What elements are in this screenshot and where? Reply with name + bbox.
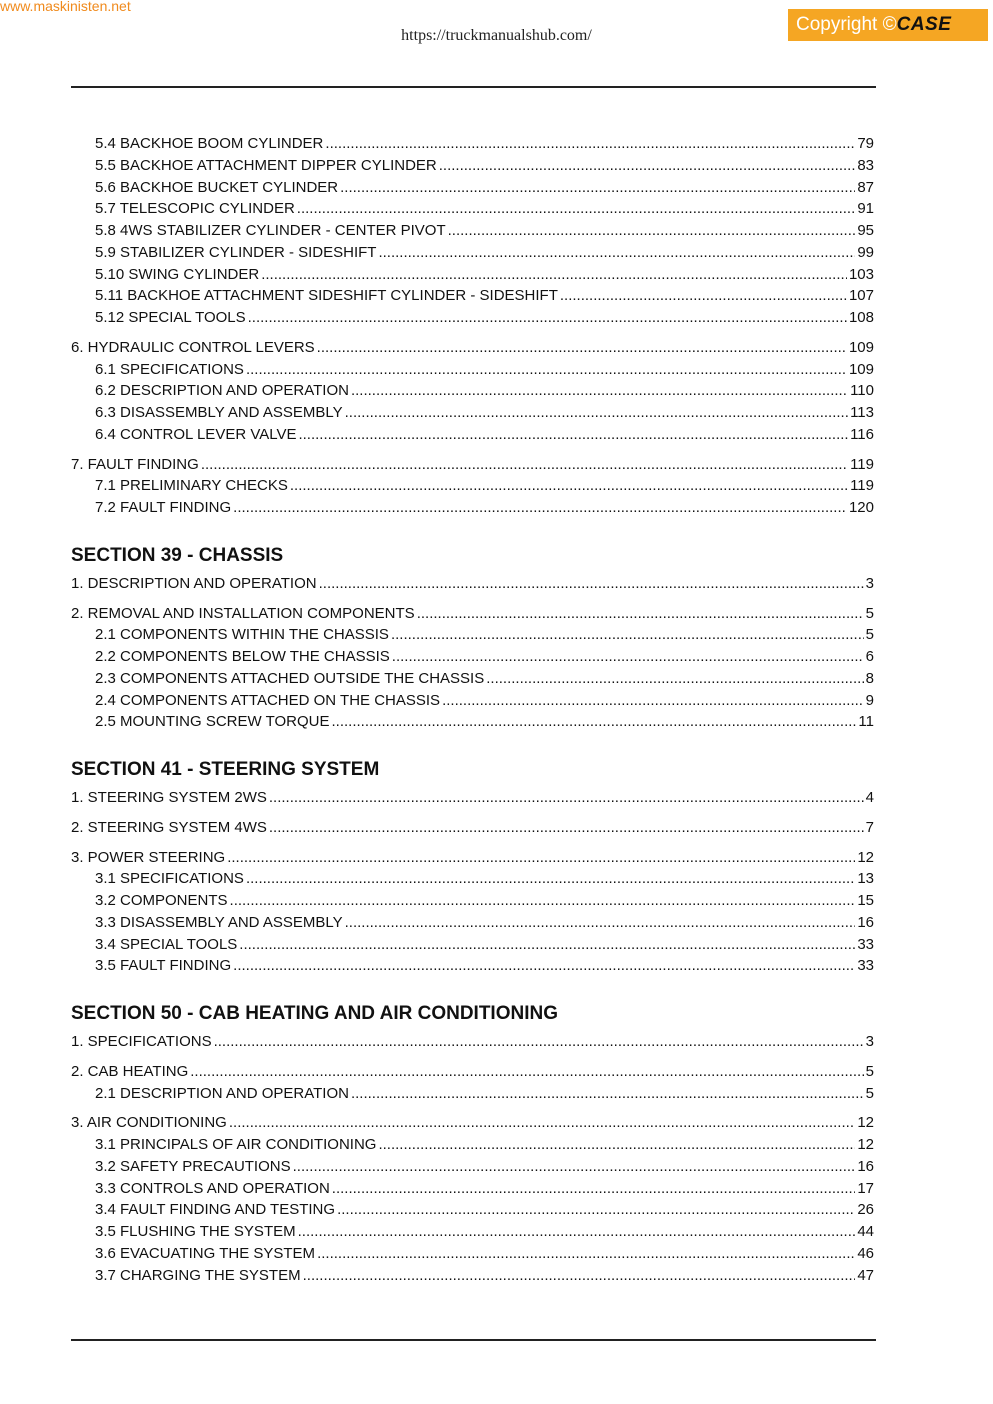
toc-entry-label: 3.7 CHARGING THE SYSTEM	[95, 1266, 301, 1284]
toc-page-number: 119	[850, 455, 874, 473]
toc-page-number: 11	[858, 713, 874, 731]
toc-entry[interactable]	[71, 1221, 874, 1243]
toc-entry-label: 6.2 DESCRIPTION AND OPERATION	[95, 382, 349, 400]
toc-entry-label: 3.4 SPECIAL TOOLS	[95, 935, 238, 953]
section-heading: SECTION 50 - CAB HEATING AND AIR CONDITIONING	[71, 1003, 558, 1024]
dot-leader	[233, 955, 855, 977]
dot-leader	[439, 155, 856, 177]
toc-entry-label: 5.7 TELESCOPIC CYLINDER	[95, 200, 295, 218]
dot-leader	[378, 1134, 855, 1156]
toc-entry[interactable]	[71, 868, 874, 890]
dot-leader	[317, 1243, 855, 1265]
toc-entry-label: 3.1 PRINCIPALS OF AIR CONDITIONING	[95, 1136, 377, 1153]
dot-leader	[248, 307, 847, 329]
toc-entry-label: 5.8 4WS STABILIZER CYLINDER - CENTER PIVOT	[95, 222, 446, 239]
toc-page-number: 120	[848, 499, 874, 516]
toc-entry[interactable]	[71, 690, 874, 712]
toc-entry[interactable]	[71, 1061, 874, 1083]
toc-page-number: 3	[865, 574, 874, 592]
dot-leader	[303, 1265, 856, 1287]
header-url[interactable]: https://truckmanualshub.com/	[401, 27, 592, 44]
dot-leader	[392, 646, 864, 668]
toc-entry-label: 6. HYDRAULIC CONTROL LEVERS	[71, 338, 315, 356]
toc-entry[interactable]	[71, 817, 874, 839]
toc-page-number: 5	[865, 1062, 874, 1080]
toc-entry-label: 2.2 COMPONENTS BELOW THE CHASSIS	[95, 648, 390, 665]
toc-page-number: 46	[857, 1244, 874, 1262]
toc-entry-label: 3. POWER STEERING	[71, 848, 226, 866]
dot-leader	[317, 337, 847, 359]
toc-entry[interactable]	[71, 177, 874, 199]
toc-page-number: 7	[865, 818, 874, 836]
toc-entry[interactable]	[71, 1112, 874, 1134]
toc-entry[interactable]	[71, 155, 874, 177]
toc-entry-label: 1. DESCRIPTION AND OPERATION	[71, 574, 317, 592]
dot-leader	[239, 934, 855, 956]
toc-entry[interactable]	[71, 955, 874, 977]
toc-page-number: 95	[857, 222, 874, 239]
dot-leader	[269, 817, 864, 839]
toc-entry[interactable]	[71, 787, 874, 809]
dot-leader	[319, 573, 864, 595]
toc-page-number: 83	[857, 156, 874, 174]
toc-entry-label: 5.4 BACKHOE BOOM CYLINDER	[95, 135, 324, 152]
toc-page-number: 9	[865, 691, 874, 709]
dot-leader	[269, 787, 864, 809]
toc-entry-label: 3.4 FAULT FINDING AND TESTING	[95, 1201, 336, 1219]
toc-entry-label: 3.3 DISASSEMBLY AND ASSEMBLY	[95, 913, 343, 931]
toc-page-number: 87	[857, 178, 874, 196]
section-heading: SECTION 41 - STEERING SYSTEM	[71, 759, 380, 780]
toc-page-number: 47	[857, 1266, 874, 1284]
toc-entry[interactable]	[71, 1156, 874, 1178]
toc-page-number: 13	[857, 870, 874, 888]
toc-entry[interactable]	[71, 133, 874, 155]
toc-entry-label: 3.6 EVACUATING THE SYSTEM	[95, 1244, 316, 1262]
dot-leader	[340, 177, 855, 199]
dot-leader	[448, 220, 856, 242]
dot-leader	[230, 890, 856, 912]
toc-page-number: 12	[857, 1114, 874, 1132]
toc-entry[interactable]	[71, 711, 874, 733]
dot-leader	[391, 624, 864, 646]
toc-page-number: 109	[848, 338, 874, 356]
toc-entry-label: 2.1 COMPONENTS WITHIN THE CHASSIS	[95, 626, 389, 644]
toc-page-number: 116	[850, 425, 874, 443]
toc-page-number: 99	[857, 243, 874, 261]
toc-page-number: 33	[857, 957, 874, 975]
dot-leader	[345, 402, 848, 424]
dot-leader	[337, 1199, 855, 1221]
dot-leader	[214, 1031, 864, 1053]
toc-entry-label: 6.3 DISASSEMBLY AND ASSEMBLY	[95, 404, 343, 421]
toc-page-number: 119	[850, 477, 874, 495]
copyright-text: Copyright ©	[796, 14, 897, 35]
toc-page-number: 109	[848, 360, 874, 378]
toc-entry-label: 5.12 SPECIAL TOOLS	[95, 309, 246, 326]
top-rule	[71, 86, 876, 88]
toc-entry-label: 2.4 COMPONENTS ATTACHED ON THE CHASSIS	[95, 691, 441, 709]
toc-entry[interactable]	[71, 890, 874, 912]
dot-leader	[246, 359, 847, 381]
copyright-badge	[788, 9, 988, 41]
toc-entry[interactable]	[71, 603, 874, 625]
toc-entry[interactable]	[71, 573, 874, 595]
toc-page-number: 44	[857, 1223, 874, 1240]
dot-leader	[351, 1083, 864, 1105]
toc-page-number: 107	[848, 287, 874, 305]
toc-entry-label: 5.6 BACKHOE BUCKET CYLINDER	[95, 178, 339, 196]
toc-page-number: 17	[857, 1179, 874, 1197]
toc-page-number: 108	[848, 309, 874, 326]
toc-entry-label: 3.3 CONTROLS AND OPERATION	[95, 1179, 330, 1197]
toc-entry-label: 3.5 FAULT FINDING	[95, 957, 232, 975]
toc-entry[interactable]	[71, 934, 874, 956]
toc-entry[interactable]	[71, 242, 874, 264]
site-watermark: www.maskinisten.net	[0, 0, 131, 14]
toc-page-number: 12	[857, 848, 874, 866]
toc-entry-label: 2. REMOVAL AND INSTALLATION COMPONENTS	[71, 604, 415, 622]
dot-leader	[442, 690, 864, 712]
toc-entry-label: 3.1 SPECIFICATIONS	[95, 870, 244, 888]
toc-entry-label: 5.5 BACKHOE ATTACHMENT DIPPER CYLINDER	[95, 156, 437, 174]
toc-entry-label: 2.3 COMPONENTS ATTACHED OUTSIDE THE CHASSIS	[95, 669, 485, 687]
toc-entry[interactable]	[71, 912, 874, 934]
toc-entry[interactable]	[71, 285, 874, 307]
dot-leader	[233, 497, 847, 519]
toc-entry-label: 3.2 SAFETY PRECAUTIONS	[95, 1157, 291, 1175]
dot-leader	[201, 454, 848, 476]
dot-leader	[261, 264, 847, 286]
toc-page-number: 5	[865, 604, 874, 622]
toc-entry-label: 7.2 FAULT FINDING	[95, 499, 232, 516]
dot-leader	[331, 711, 856, 733]
dot-leader	[298, 424, 848, 446]
toc-entry[interactable]	[71, 402, 874, 424]
toc-entry-label: 7. FAULT FINDING	[71, 455, 199, 473]
toc-entry[interactable]	[71, 1031, 874, 1053]
toc-entry[interactable]	[71, 1243, 874, 1265]
toc-page-number: 26	[857, 1201, 874, 1219]
toc-page-number: 6	[865, 648, 874, 665]
toc-page-number: 5	[865, 626, 874, 644]
dot-leader	[378, 242, 855, 264]
toc-entry-label: 7.1 PRELIMINARY CHECKS	[95, 477, 288, 495]
toc-entry[interactable]	[71, 198, 874, 220]
dot-leader	[325, 133, 855, 155]
toc-entry[interactable]	[71, 1265, 874, 1287]
toc-page-number: 113	[850, 404, 874, 421]
dot-leader	[246, 868, 855, 890]
toc-page-number: 33	[857, 935, 874, 953]
toc-entry[interactable]	[71, 1178, 874, 1200]
dot-leader	[486, 668, 863, 690]
toc-page-number: 12	[857, 1136, 874, 1153]
toc-entry-label: 1. STEERING SYSTEM 2WS	[71, 789, 267, 806]
dot-leader	[332, 1178, 856, 1200]
toc-entry-label: 6.4 CONTROL LEVER VALVE	[95, 425, 297, 443]
toc-entry[interactable]	[71, 307, 874, 329]
toc-entry-label: 5.11 BACKHOE ATTACHMENT SIDESHIFT CYLINDER - SIDESHIFT	[95, 287, 558, 305]
toc-entry[interactable]	[71, 847, 874, 869]
toc-entry-label: 2.5 MOUNTING SCREW TORQUE	[95, 713, 330, 731]
table-of-contents	[71, 133, 874, 1286]
toc-page-number: 110	[850, 382, 874, 400]
dot-leader	[345, 912, 856, 934]
toc-page-number: 5	[865, 1084, 874, 1102]
toc-entry-label: 2. CAB HEATING	[71, 1062, 189, 1080]
toc-entry[interactable]	[71, 220, 874, 242]
dot-leader	[227, 847, 855, 869]
toc-entry-label: 2. STEERING SYSTEM 4WS	[71, 818, 267, 836]
toc-entry-label: 2.1 DESCRIPTION AND OPERATION	[95, 1084, 349, 1102]
toc-entry[interactable]	[71, 668, 874, 690]
toc-entry[interactable]	[71, 337, 874, 359]
dot-leader	[417, 603, 864, 625]
toc-entry-label: 6.1 SPECIFICATIONS	[95, 360, 244, 378]
toc-entry-label: 3.5 FLUSHING THE SYSTEM	[95, 1223, 296, 1240]
section-heading: SECTION 39 - CHASSIS	[71, 544, 284, 566]
toc-entry-label: 3.2 COMPONENTS	[95, 892, 228, 909]
dot-leader	[297, 198, 856, 220]
toc-entry[interactable]	[71, 359, 874, 381]
bottom-rule	[71, 1339, 876, 1341]
toc-page-number: 15	[857, 892, 874, 909]
toc-page-number: 3	[865, 1033, 874, 1050]
toc-entry[interactable]	[71, 1134, 874, 1156]
toc-entry[interactable]	[71, 475, 874, 497]
toc-entry[interactable]	[71, 424, 874, 446]
toc-entry[interactable]	[71, 380, 874, 402]
case-logo: CASE	[896, 14, 952, 35]
dot-leader	[560, 285, 847, 307]
toc-page-number: 4	[865, 789, 874, 806]
dot-leader	[351, 380, 848, 402]
dot-leader	[290, 475, 848, 497]
toc-entry[interactable]	[71, 497, 874, 519]
toc-page-number: 16	[857, 1157, 874, 1175]
toc-entry[interactable]	[71, 624, 874, 646]
toc-entry[interactable]	[71, 646, 874, 668]
toc-entry-label: 1. SPECIFICATIONS	[71, 1033, 212, 1050]
toc-page-number: 8	[865, 669, 874, 687]
dot-leader	[293, 1156, 856, 1178]
toc-page-number: 16	[857, 913, 874, 931]
toc-page-number: 79	[857, 135, 874, 152]
dot-leader	[229, 1112, 855, 1134]
toc-entry[interactable]	[71, 264, 874, 286]
toc-entry[interactable]	[71, 1199, 874, 1221]
toc-page-number: 103	[848, 265, 874, 283]
toc-entry-label: 5.9 STABILIZER CYLINDER - SIDESHIFT	[95, 243, 377, 261]
dot-leader	[298, 1221, 856, 1243]
dot-leader	[190, 1061, 863, 1083]
toc-page-number: 91	[857, 200, 874, 218]
toc-entry[interactable]	[71, 454, 874, 476]
toc-entry-label: 3. AIR CONDITIONING	[71, 1114, 227, 1132]
toc-entry[interactable]	[71, 1083, 874, 1105]
toc-entry-label: 5.10 SWING CYLINDER	[95, 265, 260, 283]
